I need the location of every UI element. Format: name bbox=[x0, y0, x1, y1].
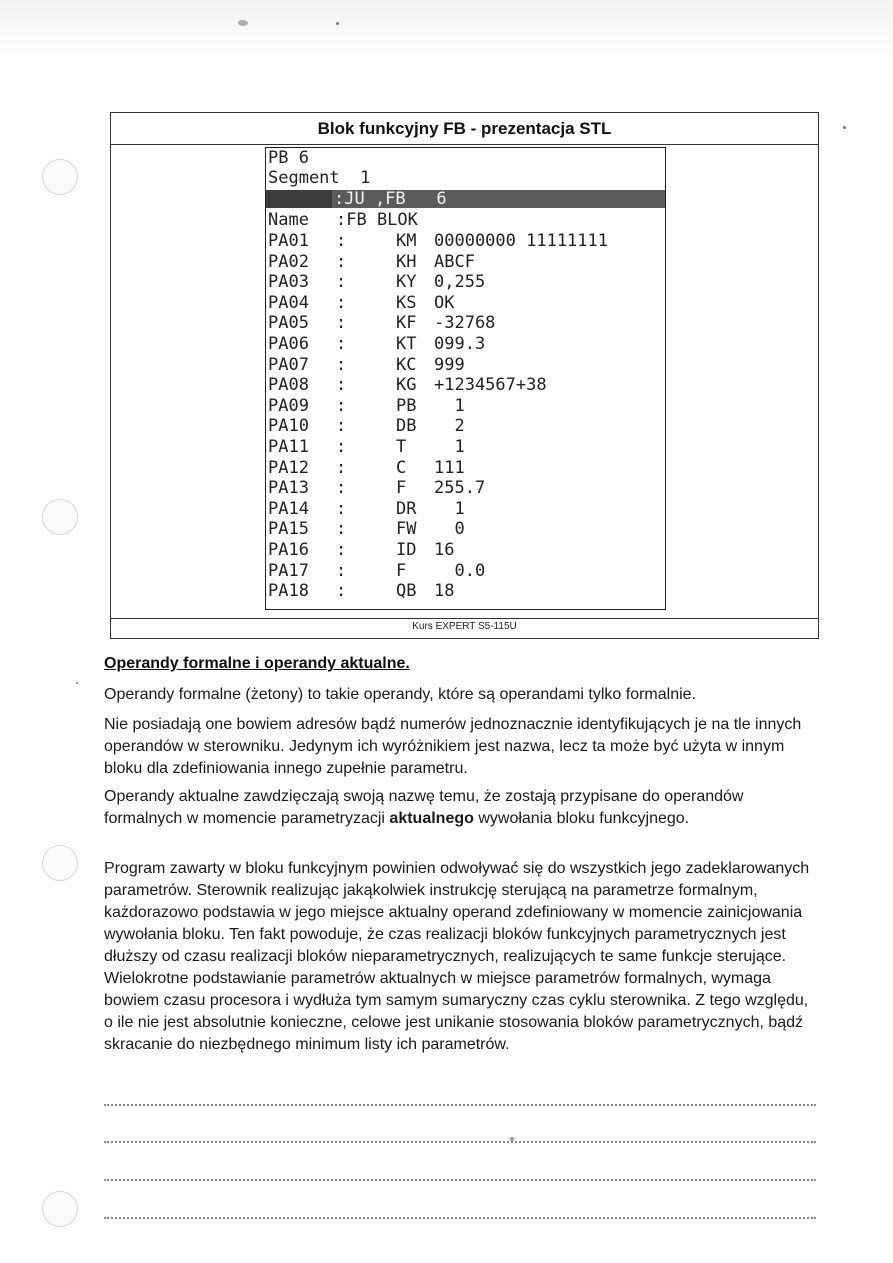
stl-parameter-row bbox=[268, 478, 664, 498]
stl-param-operand: F bbox=[396, 560, 407, 581]
stl-param-colon: : bbox=[336, 313, 347, 334]
stl-param-operand: ID bbox=[396, 540, 417, 560]
stl-param-label: PA11 bbox=[268, 437, 309, 457]
stl-param-label: PA12 bbox=[268, 457, 309, 478]
stl-param-operand: PB bbox=[396, 395, 417, 416]
stl-param-label: PA17 bbox=[268, 560, 309, 581]
stl-param-colon: : bbox=[336, 437, 347, 457]
stl-param-colon: : bbox=[336, 416, 347, 437]
stl-param-operand: KY bbox=[396, 272, 417, 293]
paragraph-3-bold: aktualnego bbox=[389, 810, 474, 827]
paragraph-1: Operandy formalne (żetony) to takie operandy, które są operandami tylko formalnie. bbox=[104, 686, 696, 703]
stl-param-value: 16 bbox=[434, 540, 455, 560]
stl-param-colon: : bbox=[336, 395, 347, 416]
punch-hole-2 bbox=[42, 499, 78, 535]
stl-param-colon: : bbox=[336, 354, 347, 375]
stl-param-value: 255.7 bbox=[434, 478, 486, 499]
paragraph-4: Program zawarty w bloku funkcyjnym powinien odwoływać się do wszystkich jego zadeklarowanych parametrów. Sterownik realizując jakąkolwiek instrukcję sterującą na parametrze formalnym, każdorazowo podstawia w jego miejsce aktualny operand zdefiniowany w momencie zainicjowania wywołania bloku. Ten fakt powoduje, że czas realizacji bloków funkcyjnych parametrycznych jest dłuższy od czasu realizacji bloków nieparametrycznych, realizujących te same funkcje sterujące. Wielokrotne podstawianie parametrów aktualnych w miejsce parametrów formalnych, wymaga bowiem czasu procesora i wydłuża tym samym sumaryczny czas cyklu sterownika. Z tego względu, o ile nie jest absolutnie konieczne, celowe jest unikanie stosowania bloków parametrycznych, bądź skracanie do niezbędnego minimum listy ich parametrów. bbox=[104, 860, 810, 1053]
stl-param-colon: : bbox=[336, 251, 347, 272]
stl-param-colon: : bbox=[336, 519, 347, 540]
stl-param-operand: QB bbox=[396, 581, 417, 602]
stl-param-label: PA02 bbox=[268, 251, 309, 272]
stl-param-value: 111 bbox=[434, 457, 465, 478]
stl-param-value: 099.3 bbox=[434, 334, 486, 354]
scan-speck bbox=[843, 126, 846, 129]
stl-param-colon: : bbox=[336, 231, 347, 251]
stl-param-operand: KG bbox=[396, 375, 417, 396]
stl-parameter-row bbox=[268, 293, 664, 313]
stl-param-label: PA06 bbox=[268, 334, 309, 354]
stl-param-value: 0,255 bbox=[434, 272, 486, 293]
scan-speck bbox=[76, 682, 78, 684]
punch-hole-4 bbox=[42, 1191, 78, 1227]
stl-segment-line: Segment 1 bbox=[268, 168, 371, 188]
stl-param-operand: F bbox=[396, 478, 407, 499]
stl-parameter-row bbox=[268, 355, 664, 375]
note-line bbox=[104, 1217, 816, 1219]
stl-cursor bbox=[266, 190, 332, 208]
paragraph-3-tail: wywołania bloku funkcyjnego. bbox=[473, 810, 690, 827]
paragraph-3 bbox=[104, 786, 816, 830]
stl-name-value: :FB BLOK bbox=[336, 210, 418, 230]
note-line bbox=[104, 1104, 816, 1106]
stl-param-colon: : bbox=[336, 457, 347, 478]
stl-param-colon: : bbox=[336, 560, 347, 581]
stl-param-operand: KF bbox=[396, 313, 417, 334]
stl-param-label: PA14 bbox=[268, 498, 309, 519]
stl-parameter-row bbox=[268, 458, 664, 478]
stl-parameter-row bbox=[268, 540, 664, 560]
stl-param-label: PA01 bbox=[268, 231, 309, 251]
stl-param-operand: FW bbox=[396, 519, 417, 540]
stl-parameter-row bbox=[268, 375, 664, 395]
scan-speck bbox=[238, 20, 248, 26]
stl-param-label: PA09 bbox=[268, 395, 309, 416]
punch-hole-3 bbox=[42, 845, 78, 881]
stl-param-operand: KT bbox=[396, 334, 417, 354]
stl-parameter-row bbox=[268, 581, 664, 601]
stl-param-colon: : bbox=[336, 498, 347, 519]
stl-name-line bbox=[268, 210, 664, 230]
stl-parameter-row bbox=[268, 561, 664, 581]
stl-param-value: 0.0 bbox=[434, 560, 486, 581]
stl-parameter-row bbox=[268, 272, 664, 292]
stl-param-colon: : bbox=[336, 334, 347, 354]
stl-parameter-row bbox=[268, 231, 664, 251]
figure-caption: Kurs EXPERT S5-115U bbox=[412, 621, 517, 632]
stl-param-colon: : bbox=[336, 540, 347, 560]
stl-block-line: PB 6 bbox=[268, 148, 309, 168]
stl-name-label: Name bbox=[268, 210, 309, 230]
stl-param-colon: : bbox=[336, 375, 347, 396]
stl-listing-screen bbox=[265, 147, 666, 610]
stl-param-label: PA04 bbox=[268, 292, 309, 313]
stl-param-colon: : bbox=[336, 272, 347, 293]
section-heading: Operandy formalne i operandy aktualne. bbox=[104, 655, 410, 672]
stl-param-value: +1234567+38 bbox=[434, 375, 547, 396]
stl-param-operand: C bbox=[396, 457, 407, 478]
stl-parameter-row bbox=[268, 313, 664, 333]
stl-figure bbox=[110, 112, 819, 639]
stl-param-value: 00000000 11111111 bbox=[434, 231, 608, 251]
paragraph-3-text: Operandy aktualne zawdzięczają swoją nazwę temu, że zostają przypisane do operandów formalnych w momencie parametryzacji bbox=[104, 788, 744, 827]
stl-param-operand: DB bbox=[396, 416, 417, 437]
figure-title: Blok funkcyjny FB - prezentacja STL bbox=[317, 119, 612, 138]
stl-parameter-row bbox=[268, 334, 664, 354]
stl-parameter-row bbox=[268, 499, 664, 519]
stl-param-label: PA03 bbox=[268, 272, 309, 293]
stl-param-value: 1 bbox=[434, 437, 465, 457]
stl-param-value: 999 bbox=[434, 354, 465, 375]
stl-param-label: PA05 bbox=[268, 313, 309, 334]
stl-param-value: 2 bbox=[434, 416, 465, 437]
stl-parameter-row bbox=[268, 519, 664, 539]
stl-param-value: OK bbox=[434, 292, 455, 313]
punch-hole-1 bbox=[42, 159, 78, 195]
stl-param-label: PA10 bbox=[268, 416, 309, 437]
figure-divider bbox=[111, 144, 818, 145]
stl-param-operand: KC bbox=[396, 354, 417, 375]
stl-param-value: ABCF bbox=[434, 251, 475, 272]
stl-selected-instruction: :JU ,FB 6 bbox=[334, 189, 447, 209]
stl-param-operand: KS bbox=[396, 292, 417, 313]
stl-param-label: PA15 bbox=[268, 519, 309, 540]
note-line bbox=[104, 1141, 816, 1143]
scan-edge bbox=[0, 0, 893, 62]
stl-param-value: 1 bbox=[434, 395, 465, 416]
stl-parameter-row bbox=[268, 416, 664, 436]
paragraph-2: Nie posiadają one bowiem adresów bądź numerów jednoznacznie identyfikujących je na tle innych operandów w sterowniku. Jedynym ich wyróżnikiem jest nazwa, lecz ta może być użyta w innym bloku dla zdefiniowania innego zupełnie parametru. bbox=[104, 716, 802, 777]
note-line bbox=[104, 1179, 816, 1181]
stl-param-operand: T bbox=[396, 437, 407, 457]
stl-param-value: 18 bbox=[434, 581, 455, 602]
stl-param-value: 1 bbox=[434, 498, 465, 519]
stl-param-colon: : bbox=[336, 292, 347, 313]
stl-parameter-row bbox=[268, 396, 664, 416]
stl-parameter-row bbox=[268, 437, 664, 457]
stl-param-operand: KH bbox=[396, 251, 417, 272]
stl-param-label: PA18 bbox=[268, 581, 309, 602]
stl-param-label: PA08 bbox=[268, 375, 309, 396]
stl-param-label: PA07 bbox=[268, 354, 309, 375]
stl-param-value: 0 bbox=[434, 519, 465, 540]
stl-param-label: PA16 bbox=[268, 540, 309, 560]
stl-param-value: -32768 bbox=[434, 313, 496, 334]
stl-param-colon: : bbox=[336, 581, 347, 602]
stl-parameter-row bbox=[268, 252, 664, 272]
stl-param-colon: : bbox=[336, 478, 347, 499]
scan-speck bbox=[336, 22, 339, 25]
stl-param-operand: KM bbox=[396, 231, 417, 251]
stl-param-operand: DR bbox=[396, 498, 417, 519]
figure-divider bbox=[111, 618, 818, 619]
stl-param-label: PA13 bbox=[268, 478, 309, 499]
stl-selected-line bbox=[266, 190, 665, 208]
